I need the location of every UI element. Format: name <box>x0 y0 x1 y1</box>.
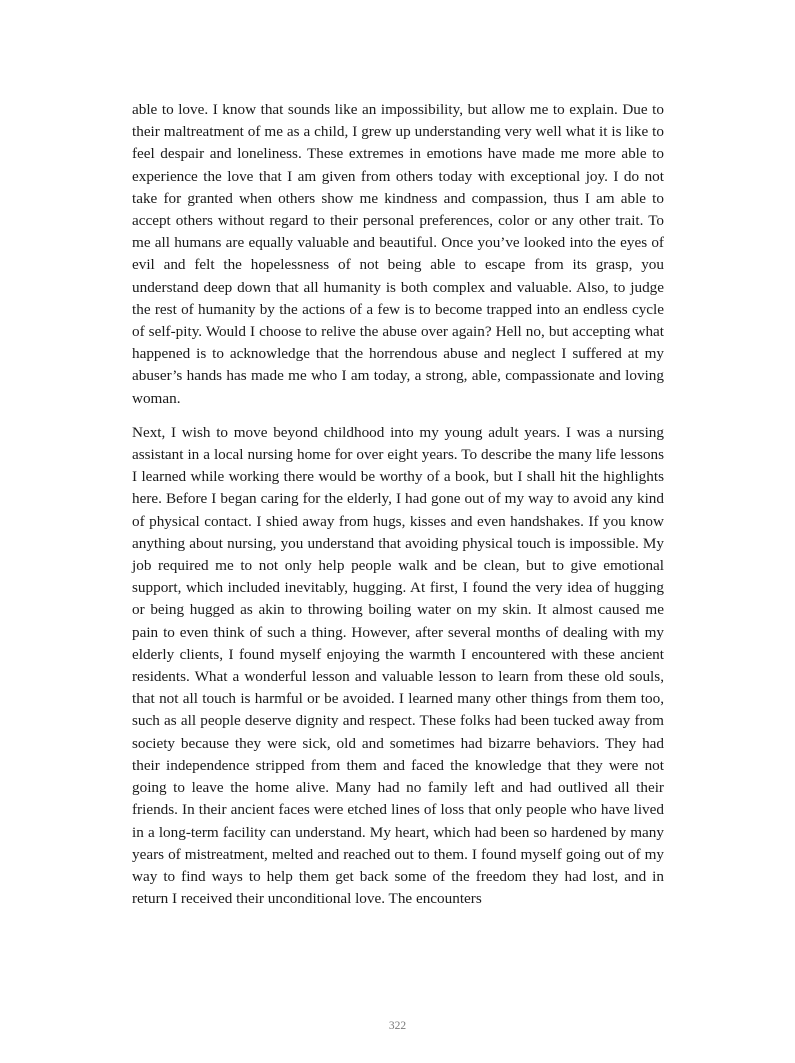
paragraph-1: able to love. I know that sounds like an impossibility, but allow me to explain. Due to their maltreatment of me as a child, I grew up understanding very well what it is like to feel despair and loneliness. These extremes in emotions have made me more able to experience the love that I am given from others today with exceptional joy. I do not take for granted when others show me kindness and compassion, thus I am able to accept others without regard to their personal preferences, color or any other trait. To me all humans are equally valuable and beautiful. Once you’ve looked into the eyes of evil and felt the hopelessness of not being able to escape from its grasp, you understand deep down that all humanity is both complex and valuable. Also, to judge the rest of humanity by the actions of a few is to become trapped into an endless cycle of self-pity. Would I choose to relive the abuse over again? Hell no, but accepting what happened is to acknowledge that the horrendous abuse and neglect I suffered at my abuser’s hands has made me who I am today, a strong, able, compassionate and loving woman. <box>132 101 664 407</box>
body-text <box>132 99 664 910</box>
page-number: 322 <box>388 1020 407 1032</box>
paragraph-2: Next, I wish to move beyond childhood into my young adult years. I was a nursing assistant in a local nursing home for over eight years. To describe the many life lessons I learned while working there would be worthy of a book, but I shall hit the highlights here. Before I began caring for the elderly, I had gone out of my way to avoid any kind of physical contact. I shied away from hugs, kisses and even handshakes. If you know anything about nursing, you understand that avoiding physical touch is impossible. My job required me to not only help people walk and be clean, but to give emotional support, which included inevitably, hugging. At first, I found the very idea of hugging or being hugged as akin to throwing boiling water on my skin. It almost caused me pain to even think of such a thing. However, after several months of dealing with my elderly clients, I found myself enjoying the warmth I encountered with these ancient residents. What a wonderful lesson and valuable lesson to learn from these old souls, that not all touch is harmful or be avoided. I learned many other things from them too, such as all people deserve dignity and respect. These folks had been tucked away from society because they were sick, old and sometimes had bizarre behaviors. They had their independence stripped from them and faced the knowledge that they were not going to leave the home alive. Many had no family left and had outlived all their friends. In their ancient faces were etched lines of loss that only people who have lived in a long-term facility can understand. My heart, which had been so hardened by many years of mistreatment, melted and reached out to them. I found myself going out of my way to find ways to help them get back some of the freedom they had lost, and in return I received their unconditional love. The encounters <box>132 423 664 908</box>
